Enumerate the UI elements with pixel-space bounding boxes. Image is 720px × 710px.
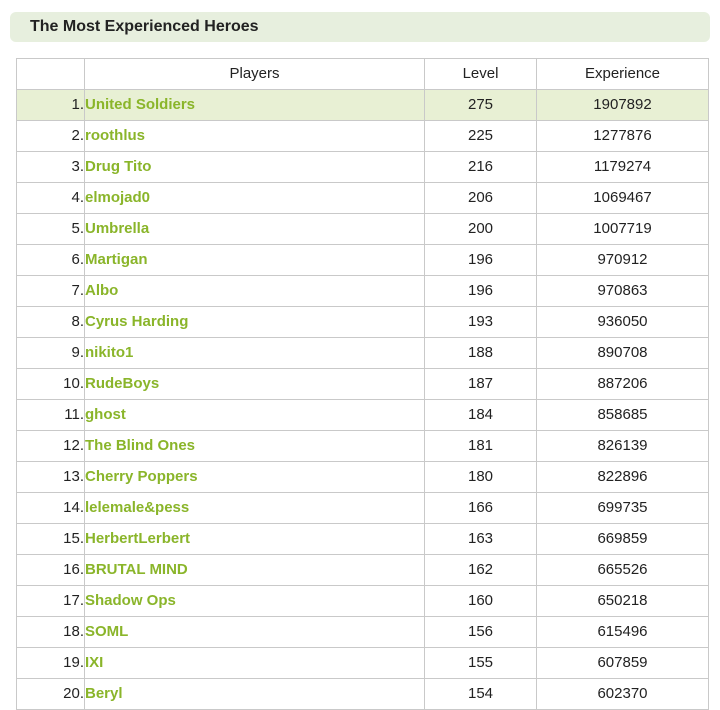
table-row bbox=[17, 586, 709, 617]
experience-cell: 822896 bbox=[537, 462, 709, 493]
rank-cell: 12. bbox=[17, 431, 85, 462]
rank-cell: 6. bbox=[17, 245, 85, 276]
table-header-row bbox=[17, 59, 709, 90]
level-cell: 156 bbox=[425, 617, 537, 648]
player-name-link[interactable]: Martigan bbox=[85, 245, 425, 276]
level-cell: 160 bbox=[425, 586, 537, 617]
player-name-link[interactable]: The Blind Ones bbox=[85, 431, 425, 462]
player-name-link[interactable]: ghost bbox=[85, 400, 425, 431]
experience-cell: 669859 bbox=[537, 524, 709, 555]
player-name-link[interactable]: elmojad0 bbox=[85, 183, 425, 214]
experience-cell: 936050 bbox=[537, 307, 709, 338]
table-row bbox=[17, 524, 709, 555]
rank-cell: 4. bbox=[17, 183, 85, 214]
experience-cell: 1277876 bbox=[537, 121, 709, 152]
level-cell: 181 bbox=[425, 431, 537, 462]
table-row bbox=[17, 462, 709, 493]
rank-cell: 19. bbox=[17, 648, 85, 679]
players-column-header: Players bbox=[85, 59, 425, 90]
player-name-link[interactable]: lelemale&pess bbox=[85, 493, 425, 524]
level-cell: 162 bbox=[425, 555, 537, 586]
player-name-link[interactable]: Shadow Ops bbox=[85, 586, 425, 617]
level-cell: 225 bbox=[425, 121, 537, 152]
level-column-header: Level bbox=[425, 59, 537, 90]
level-cell: 180 bbox=[425, 462, 537, 493]
level-cell: 163 bbox=[425, 524, 537, 555]
experience-cell: 890708 bbox=[537, 338, 709, 369]
level-cell: 206 bbox=[425, 183, 537, 214]
rank-cell: 9. bbox=[17, 338, 85, 369]
rank-cell: 16. bbox=[17, 555, 85, 586]
table-row bbox=[17, 152, 709, 183]
rank-cell: 17. bbox=[17, 586, 85, 617]
experience-cell: 1907892 bbox=[537, 90, 709, 121]
rank-cell: 2. bbox=[17, 121, 85, 152]
table-row bbox=[17, 245, 709, 276]
table-row bbox=[17, 400, 709, 431]
player-name-link[interactable]: United Soldiers bbox=[85, 90, 425, 121]
experience-cell: 1069467 bbox=[537, 183, 709, 214]
rank-cell: 11. bbox=[17, 400, 85, 431]
player-name-link[interactable]: IXI bbox=[85, 648, 425, 679]
rank-cell: 3. bbox=[17, 152, 85, 183]
table-row bbox=[17, 276, 709, 307]
ranking-table-body bbox=[17, 90, 709, 710]
level-cell: 184 bbox=[425, 400, 537, 431]
table-row bbox=[17, 555, 709, 586]
rank-cell: 18. bbox=[17, 617, 85, 648]
experience-cell: 699735 bbox=[537, 493, 709, 524]
experience-column-header: Experience bbox=[537, 59, 709, 90]
rank-cell: 5. bbox=[17, 214, 85, 245]
level-cell: 155 bbox=[425, 648, 537, 679]
player-name-link[interactable]: Umbrella bbox=[85, 214, 425, 245]
rank-cell: 7. bbox=[17, 276, 85, 307]
player-name-link[interactable]: Cherry Poppers bbox=[85, 462, 425, 493]
table-row bbox=[17, 183, 709, 214]
rank-column-header bbox=[17, 59, 85, 90]
level-cell: 275 bbox=[425, 90, 537, 121]
experience-cell: 970863 bbox=[537, 276, 709, 307]
experience-cell: 665526 bbox=[537, 555, 709, 586]
level-cell: 196 bbox=[425, 245, 537, 276]
player-name-link[interactable]: roothlus bbox=[85, 121, 425, 152]
experience-cell: 615496 bbox=[537, 617, 709, 648]
rank-cell: 15. bbox=[17, 524, 85, 555]
table-row bbox=[17, 338, 709, 369]
experience-cell: 602370 bbox=[537, 679, 709, 710]
rank-cell: 8. bbox=[17, 307, 85, 338]
ranking-title-bar bbox=[10, 12, 710, 42]
rank-cell: 14. bbox=[17, 493, 85, 524]
experience-cell: 650218 bbox=[537, 586, 709, 617]
level-cell: 166 bbox=[425, 493, 537, 524]
ranking-table bbox=[16, 58, 709, 710]
player-name-link[interactable]: RudeBoys bbox=[85, 369, 425, 400]
level-cell: 216 bbox=[425, 152, 537, 183]
table-row bbox=[17, 307, 709, 338]
table-row bbox=[17, 493, 709, 524]
experience-cell: 826139 bbox=[537, 431, 709, 462]
table-row bbox=[17, 679, 709, 710]
experience-cell: 970912 bbox=[537, 245, 709, 276]
experience-cell: 858685 bbox=[537, 400, 709, 431]
player-name-link[interactable]: SOML bbox=[85, 617, 425, 648]
rank-cell: 10. bbox=[17, 369, 85, 400]
player-name-link[interactable]: Albo bbox=[85, 276, 425, 307]
experience-cell: 607859 bbox=[537, 648, 709, 679]
experience-cell: 1007719 bbox=[537, 214, 709, 245]
player-name-link[interactable]: Beryl bbox=[85, 679, 425, 710]
level-cell: 187 bbox=[425, 369, 537, 400]
rank-cell: 20. bbox=[17, 679, 85, 710]
rank-cell: 1. bbox=[17, 90, 85, 121]
level-cell: 188 bbox=[425, 338, 537, 369]
table-row bbox=[17, 648, 709, 679]
player-name-link[interactable]: BRUTAL MIND bbox=[85, 555, 425, 586]
table-row bbox=[17, 369, 709, 400]
level-cell: 193 bbox=[425, 307, 537, 338]
level-cell: 154 bbox=[425, 679, 537, 710]
experience-cell: 1179274 bbox=[537, 152, 709, 183]
player-name-link[interactable]: Drug Tito bbox=[85, 152, 425, 183]
experience-cell: 887206 bbox=[537, 369, 709, 400]
table-row bbox=[17, 617, 709, 648]
level-cell: 196 bbox=[425, 276, 537, 307]
table-row bbox=[17, 90, 709, 121]
player-name-link[interactable]: Cyrus Harding bbox=[85, 307, 425, 338]
level-cell: 200 bbox=[425, 214, 537, 245]
page-title: The Most Experienced Heroes bbox=[30, 18, 259, 35]
table-row bbox=[17, 214, 709, 245]
player-name-link[interactable]: nikito1 bbox=[85, 338, 425, 369]
table-row bbox=[17, 431, 709, 462]
table-row bbox=[17, 121, 709, 152]
rank-cell: 13. bbox=[17, 462, 85, 493]
player-name-link[interactable]: HerbertLerbert bbox=[85, 524, 425, 555]
